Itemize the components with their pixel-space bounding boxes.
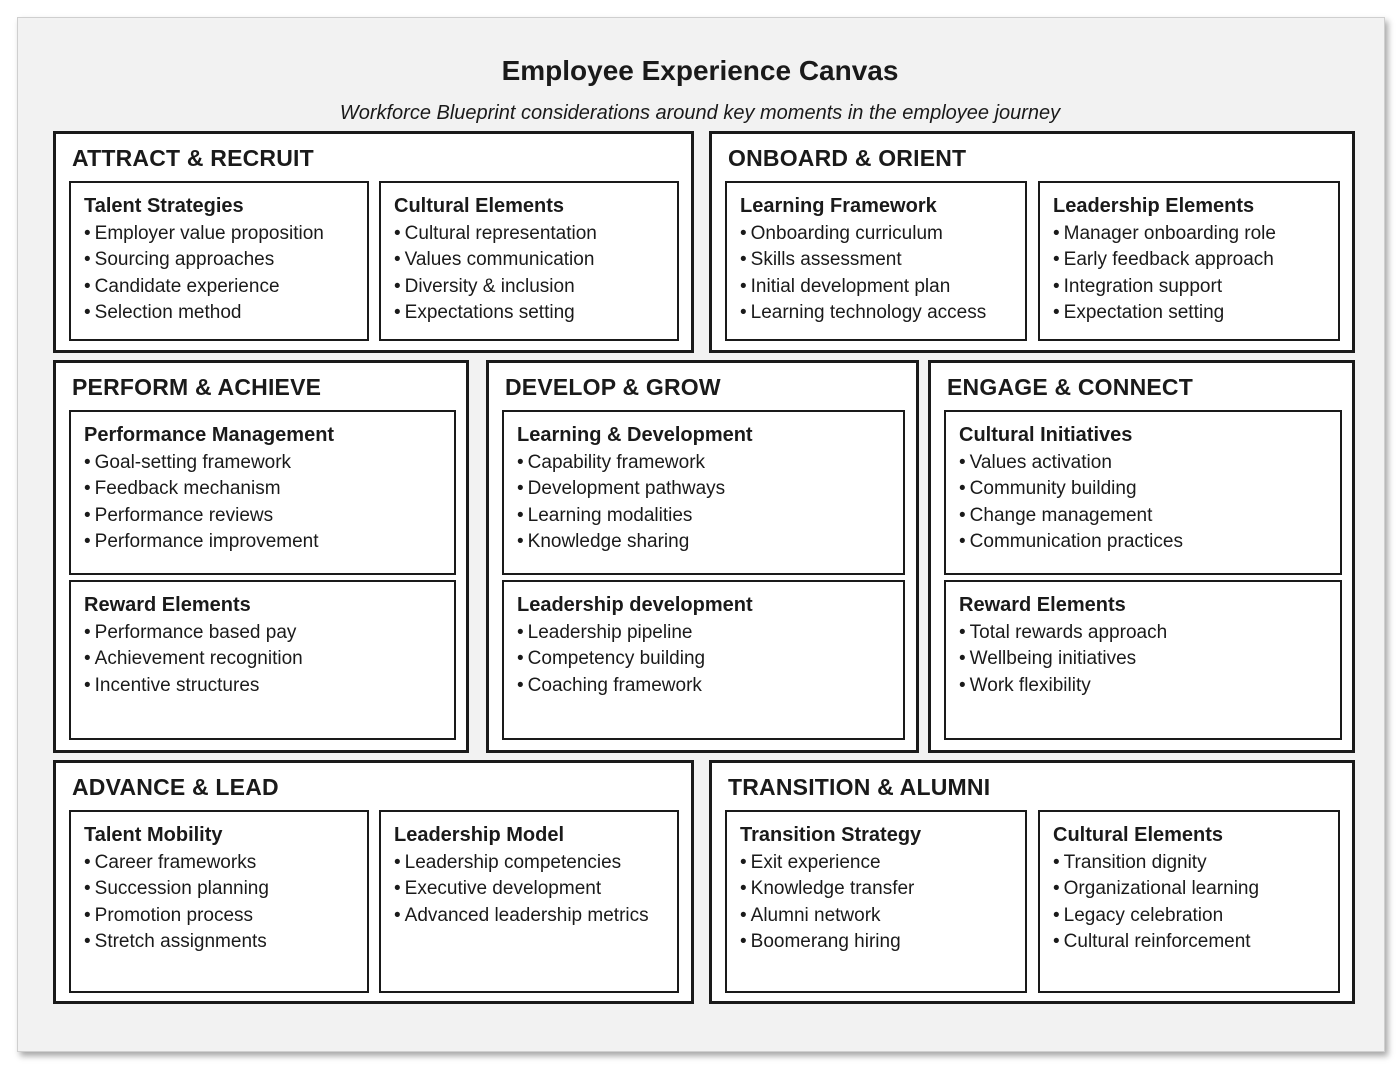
stage-title: TRANSITION & ALUMNI	[728, 774, 991, 800]
list-item: • Learning modalities	[517, 503, 903, 529]
stage-title: ATTRACT & RECRUIT	[72, 145, 314, 171]
list-item: • Performance improvement	[84, 529, 454, 555]
list-item: • Total rewards approach	[959, 620, 1340, 646]
box-leadership-development	[502, 580, 905, 740]
bullet-list	[517, 620, 903, 699]
box-title: Leadership Elements	[1053, 195, 1255, 217]
stage-develop-grow	[486, 360, 919, 753]
box-title: Reward Elements	[84, 594, 251, 616]
list-item: • Boomerang hiring	[740, 929, 1025, 955]
list-item: • Competency building	[517, 646, 903, 672]
list-item: • Promotion process	[84, 903, 367, 929]
list-item: • Diversity & inclusion	[394, 274, 677, 300]
list-item: • Communication practices	[959, 529, 1340, 555]
list-item: • Expectations setting	[394, 300, 677, 326]
list-item: • Employer value proposition	[84, 221, 367, 247]
list-item: • Candidate experience	[84, 274, 367, 300]
box-title: Reward Elements	[959, 594, 1126, 616]
box-title: Cultural Elements	[394, 195, 565, 217]
list-item: • Exit experience	[740, 850, 1025, 876]
list-item: • Feedback mechanism	[84, 476, 454, 502]
bullet-list	[959, 620, 1340, 699]
box-title: Talent Strategies	[84, 195, 244, 217]
box-title: Cultural Elements	[1053, 824, 1224, 846]
bullet-list	[740, 221, 1025, 326]
stage-advance-lead	[53, 760, 694, 1004]
list-item: • Coaching framework	[517, 673, 903, 699]
box-title: Learning Framework	[740, 195, 937, 217]
list-item: • Cultural reinforcement	[1053, 929, 1338, 955]
stage-engage-connect	[928, 360, 1355, 753]
list-item: • Transition dignity	[1053, 850, 1338, 876]
box-transition-strategy	[725, 810, 1027, 993]
box-talent-strategies	[69, 181, 369, 341]
bullet-list	[1053, 221, 1338, 326]
box-reward-elements	[944, 580, 1342, 740]
bullet-list	[84, 850, 367, 955]
box-talent-mobility	[69, 810, 369, 993]
box-cultural-elements	[379, 181, 679, 341]
list-item: • Wellbeing initiatives	[959, 646, 1340, 672]
bullet-list	[394, 850, 677, 929]
list-item: • Leadership competencies	[394, 850, 677, 876]
stage-title: ADVANCE & LEAD	[72, 774, 279, 800]
stage-title: PERFORM & ACHIEVE	[72, 374, 322, 400]
list-item: • Alumni network	[740, 903, 1025, 929]
bullet-list	[84, 620, 454, 699]
stage-title: ENGAGE & CONNECT	[947, 374, 1193, 400]
box-title: Cultural Initiatives	[959, 424, 1133, 446]
bullet-list	[1053, 850, 1338, 955]
stage-title: ONBOARD & ORIENT	[728, 145, 967, 171]
list-item: • Expectation setting	[1053, 300, 1338, 326]
list-item: • Early feedback approach	[1053, 247, 1338, 273]
bullet-list	[740, 850, 1025, 955]
box-learning-framework	[725, 181, 1027, 341]
list-item: • Initial development plan	[740, 274, 1025, 300]
list-item: • Performance based pay	[84, 620, 454, 646]
box-title: Leadership development	[517, 594, 753, 616]
list-item: • Skills assessment	[740, 247, 1025, 273]
list-item: • Leadership pipeline	[517, 620, 903, 646]
list-item: • Onboarding curriculum	[740, 221, 1025, 247]
page-subtitle: Workforce Blueprint considerations around key moments in the employee journey	[339, 102, 1061, 124]
list-item: • Change management	[959, 503, 1340, 529]
list-item: • Advanced leadership metrics	[394, 903, 677, 929]
list-item: • Incentive structures	[84, 673, 454, 699]
list-item: • Achievement recognition	[84, 646, 454, 672]
list-item: • Sourcing approaches	[84, 247, 367, 273]
page-title: Employee Experience Canvas	[501, 55, 899, 86]
bullet-list	[517, 450, 903, 555]
list-item: • Manager onboarding role	[1053, 221, 1338, 247]
list-item: • Performance reviews	[84, 503, 454, 529]
bullet-list	[394, 221, 677, 326]
bullet-list	[84, 450, 454, 555]
box-leadership-elements	[1038, 181, 1340, 341]
bullet-list	[84, 221, 367, 326]
box-leadership-model	[379, 810, 679, 993]
box-cultural-elements	[1038, 810, 1340, 993]
list-item: • Succession planning	[84, 876, 367, 902]
stage-transition-alumni	[709, 760, 1355, 1004]
box-performance-management	[69, 410, 456, 575]
list-item: • Cultural representation	[394, 221, 677, 247]
bullet-list	[959, 450, 1340, 555]
list-item: • Knowledge sharing	[517, 529, 903, 555]
list-item: • Integration support	[1053, 274, 1338, 300]
list-item: • Stretch assignments	[84, 929, 367, 955]
list-item: • Knowledge transfer	[740, 876, 1025, 902]
box-title: Performance Management	[84, 424, 335, 446]
stage-onboard-orient	[709, 131, 1355, 353]
box-reward-elements	[69, 580, 456, 740]
stage-attract-recruit	[53, 131, 694, 353]
list-item: • Capability framework	[517, 450, 903, 476]
list-item: • Learning technology access	[740, 300, 1025, 326]
list-item: • Goal-setting framework	[84, 450, 454, 476]
list-item: • Career frameworks	[84, 850, 367, 876]
list-item: • Community building	[959, 476, 1340, 502]
box-title: Leadership Model	[394, 824, 565, 846]
list-item: • Values activation	[959, 450, 1340, 476]
list-item: • Values communication	[394, 247, 677, 273]
box-cultural-initiatives	[944, 410, 1342, 575]
list-item: • Selection method	[84, 300, 367, 326]
box-title: Transition Strategy	[740, 824, 922, 846]
list-item: • Organizational learning	[1053, 876, 1338, 902]
list-item: • Work flexibility	[959, 673, 1340, 699]
box-title: Talent Mobility	[84, 824, 223, 846]
box-learning-development	[502, 410, 905, 575]
stage-perform-achieve	[53, 360, 469, 753]
list-item: • Executive development	[394, 876, 677, 902]
stage-title: DEVELOP & GROW	[505, 374, 721, 400]
box-title: Learning & Development	[517, 424, 753, 446]
list-item: • Legacy celebration	[1053, 903, 1338, 929]
list-item: • Development pathways	[517, 476, 903, 502]
